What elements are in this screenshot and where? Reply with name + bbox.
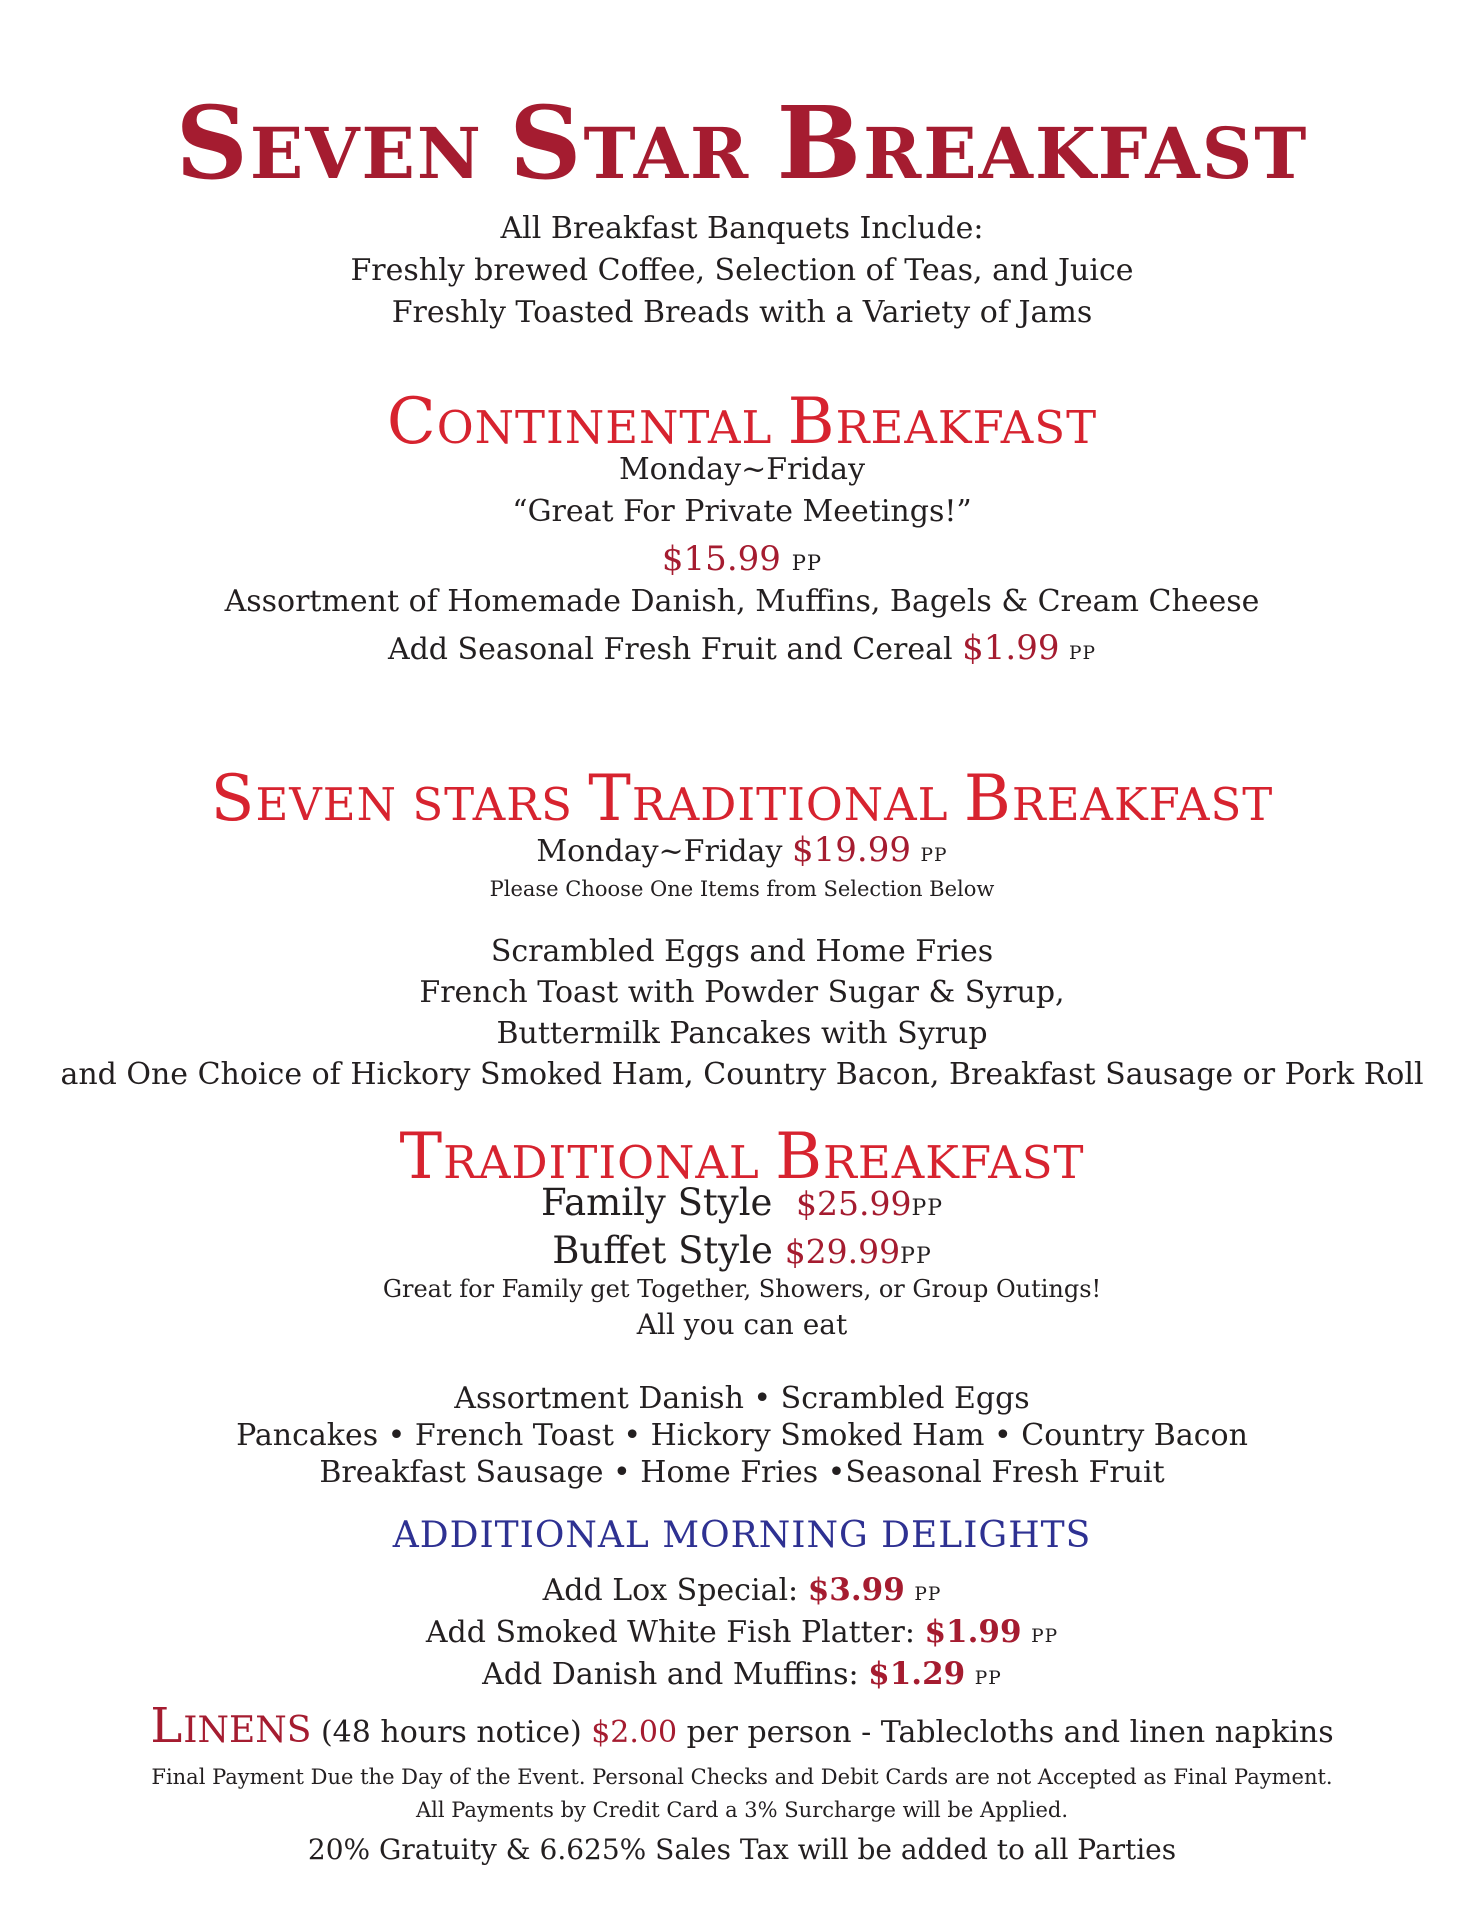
footer-surcharge: All Payments by Credit Card a 3% Surcharge will be Applied. <box>415 1798 1069 1822</box>
continental-heading: CONTINENTAL BREAKFAST <box>386 385 1098 459</box>
continental-days: Monday~Friday <box>618 452 866 487</box>
intro-line: Freshly Toasted Breads with a Variety of Jams <box>391 295 1093 330</box>
additional-item: Add Danish and Muffins: $1.29 PP <box>482 1656 1002 1692</box>
additional-item-price: $3.99 <box>807 1572 905 1608</box>
additional-item: Add Smoked White Fish Platter: $1.99 PP <box>425 1614 1059 1650</box>
pp-label: PP <box>1069 643 1097 664</box>
intro-line: Freshly brewed Coffee, Selection of Teas, and Juice <box>350 253 1134 288</box>
additional-item-price: $1.29 <box>868 1656 966 1692</box>
seven-stars-price-line: Monday~Friday $19.99 PP <box>536 830 948 870</box>
family-style-line: Family Style $25.99PP <box>540 1181 944 1224</box>
continental-addon: Add Seasonal Fresh Fruit and Cereal $1.99 PP <box>387 628 1097 668</box>
traditional-item: Breakfast Sausage • Home Fries •Seasonal Fresh Fruit <box>319 1455 1165 1490</box>
additional-heading: ADDITIONAL MORNING DELIGHTS <box>392 1515 1092 1556</box>
seven-stars-note: Please Choose One Items from Selection Below <box>489 877 995 901</box>
seven-stars-item: French Toast with Powder Sugar & Syrup, <box>419 975 1065 1010</box>
linens-line: LINENS (48 hours notice) $2.00 per person - Tablecloths and linen napkins <box>150 1698 1334 1754</box>
traditional-item: Assortment Danish • Scrambled Eggs <box>454 1381 1030 1416</box>
additional-item: Add Lox Special: $3.99 PP <box>542 1572 942 1608</box>
buffet-style-line: Buffet Style $29.99PP <box>552 1229 932 1272</box>
seven-stars-item: Buttermilk Pancakes with Syrup <box>496 1016 988 1051</box>
pp-label: PP <box>900 1244 932 1269</box>
seven-stars-item: Scrambled Eggs and Home Fries <box>490 934 994 969</box>
footer-gratuity: 20% Gratuity & 6.625% Sales Tax will be added to all Parties <box>307 1833 1177 1866</box>
linens-description: per person - Tablecloths and linen napkins <box>686 1715 1334 1750</box>
all-you-can-eat: All you can eat <box>636 1308 848 1341</box>
pp-label: PP <box>1031 1626 1059 1647</box>
buffet-style-price: $29.99 <box>784 1232 901 1271</box>
continental-price-line <box>0 539 1484 579</box>
pp-label: PP <box>974 1668 1002 1689</box>
pp-label: PP <box>911 1196 944 1221</box>
linens-notice: (48 hours notice) <box>320 1715 582 1750</box>
traditional-heading: TRADITIONAL BREAKFAST <box>399 1120 1085 1194</box>
continental-tagline: “Great For Private Meetings!” <box>512 494 972 529</box>
intro-line: All Breakfast Banquets Include: <box>500 211 984 246</box>
traditional-note: Great for Family get Together, Showers, or Group Outings! <box>382 1275 1102 1303</box>
footer-payment: Final Payment Due the Day of the Event. Personal Checks and Debit Cards are not Accepted as Final Payment. <box>151 1765 1333 1789</box>
seven-stars-heading: SEVEN STARS TRADITIONAL BREAKFAST <box>210 762 1274 836</box>
pp-label: PP <box>914 1584 942 1605</box>
pp-label: PP <box>920 845 948 866</box>
linens-price: $2.00 <box>591 1715 678 1750</box>
traditional-item: Pancakes • French Toast • Hickory Smoked Ham • Country Bacon <box>236 1418 1248 1453</box>
seven-stars-price: $19.99 <box>792 830 911 870</box>
pp-label: PP <box>791 550 823 575</box>
continental-addon-price: $1.99 <box>962 628 1060 668</box>
additional-item-price: $1.99 <box>924 1614 1022 1650</box>
family-style-price: $25.99 <box>795 1184 912 1223</box>
continental-description: Assortment of Homemade Danish, Muffins, Bagels & Cream Cheese <box>224 584 1260 619</box>
seven-stars-item: and One Choice of Hickory Smoked Ham, Country Bacon, Breakfast Sausage or Pork Roll <box>60 1057 1424 1092</box>
continental-price: $15.99 <box>661 539 781 579</box>
linens-label: L <box>150 1698 184 1754</box>
page-title: SEVEN STAR BREAKFAST <box>175 84 1309 202</box>
